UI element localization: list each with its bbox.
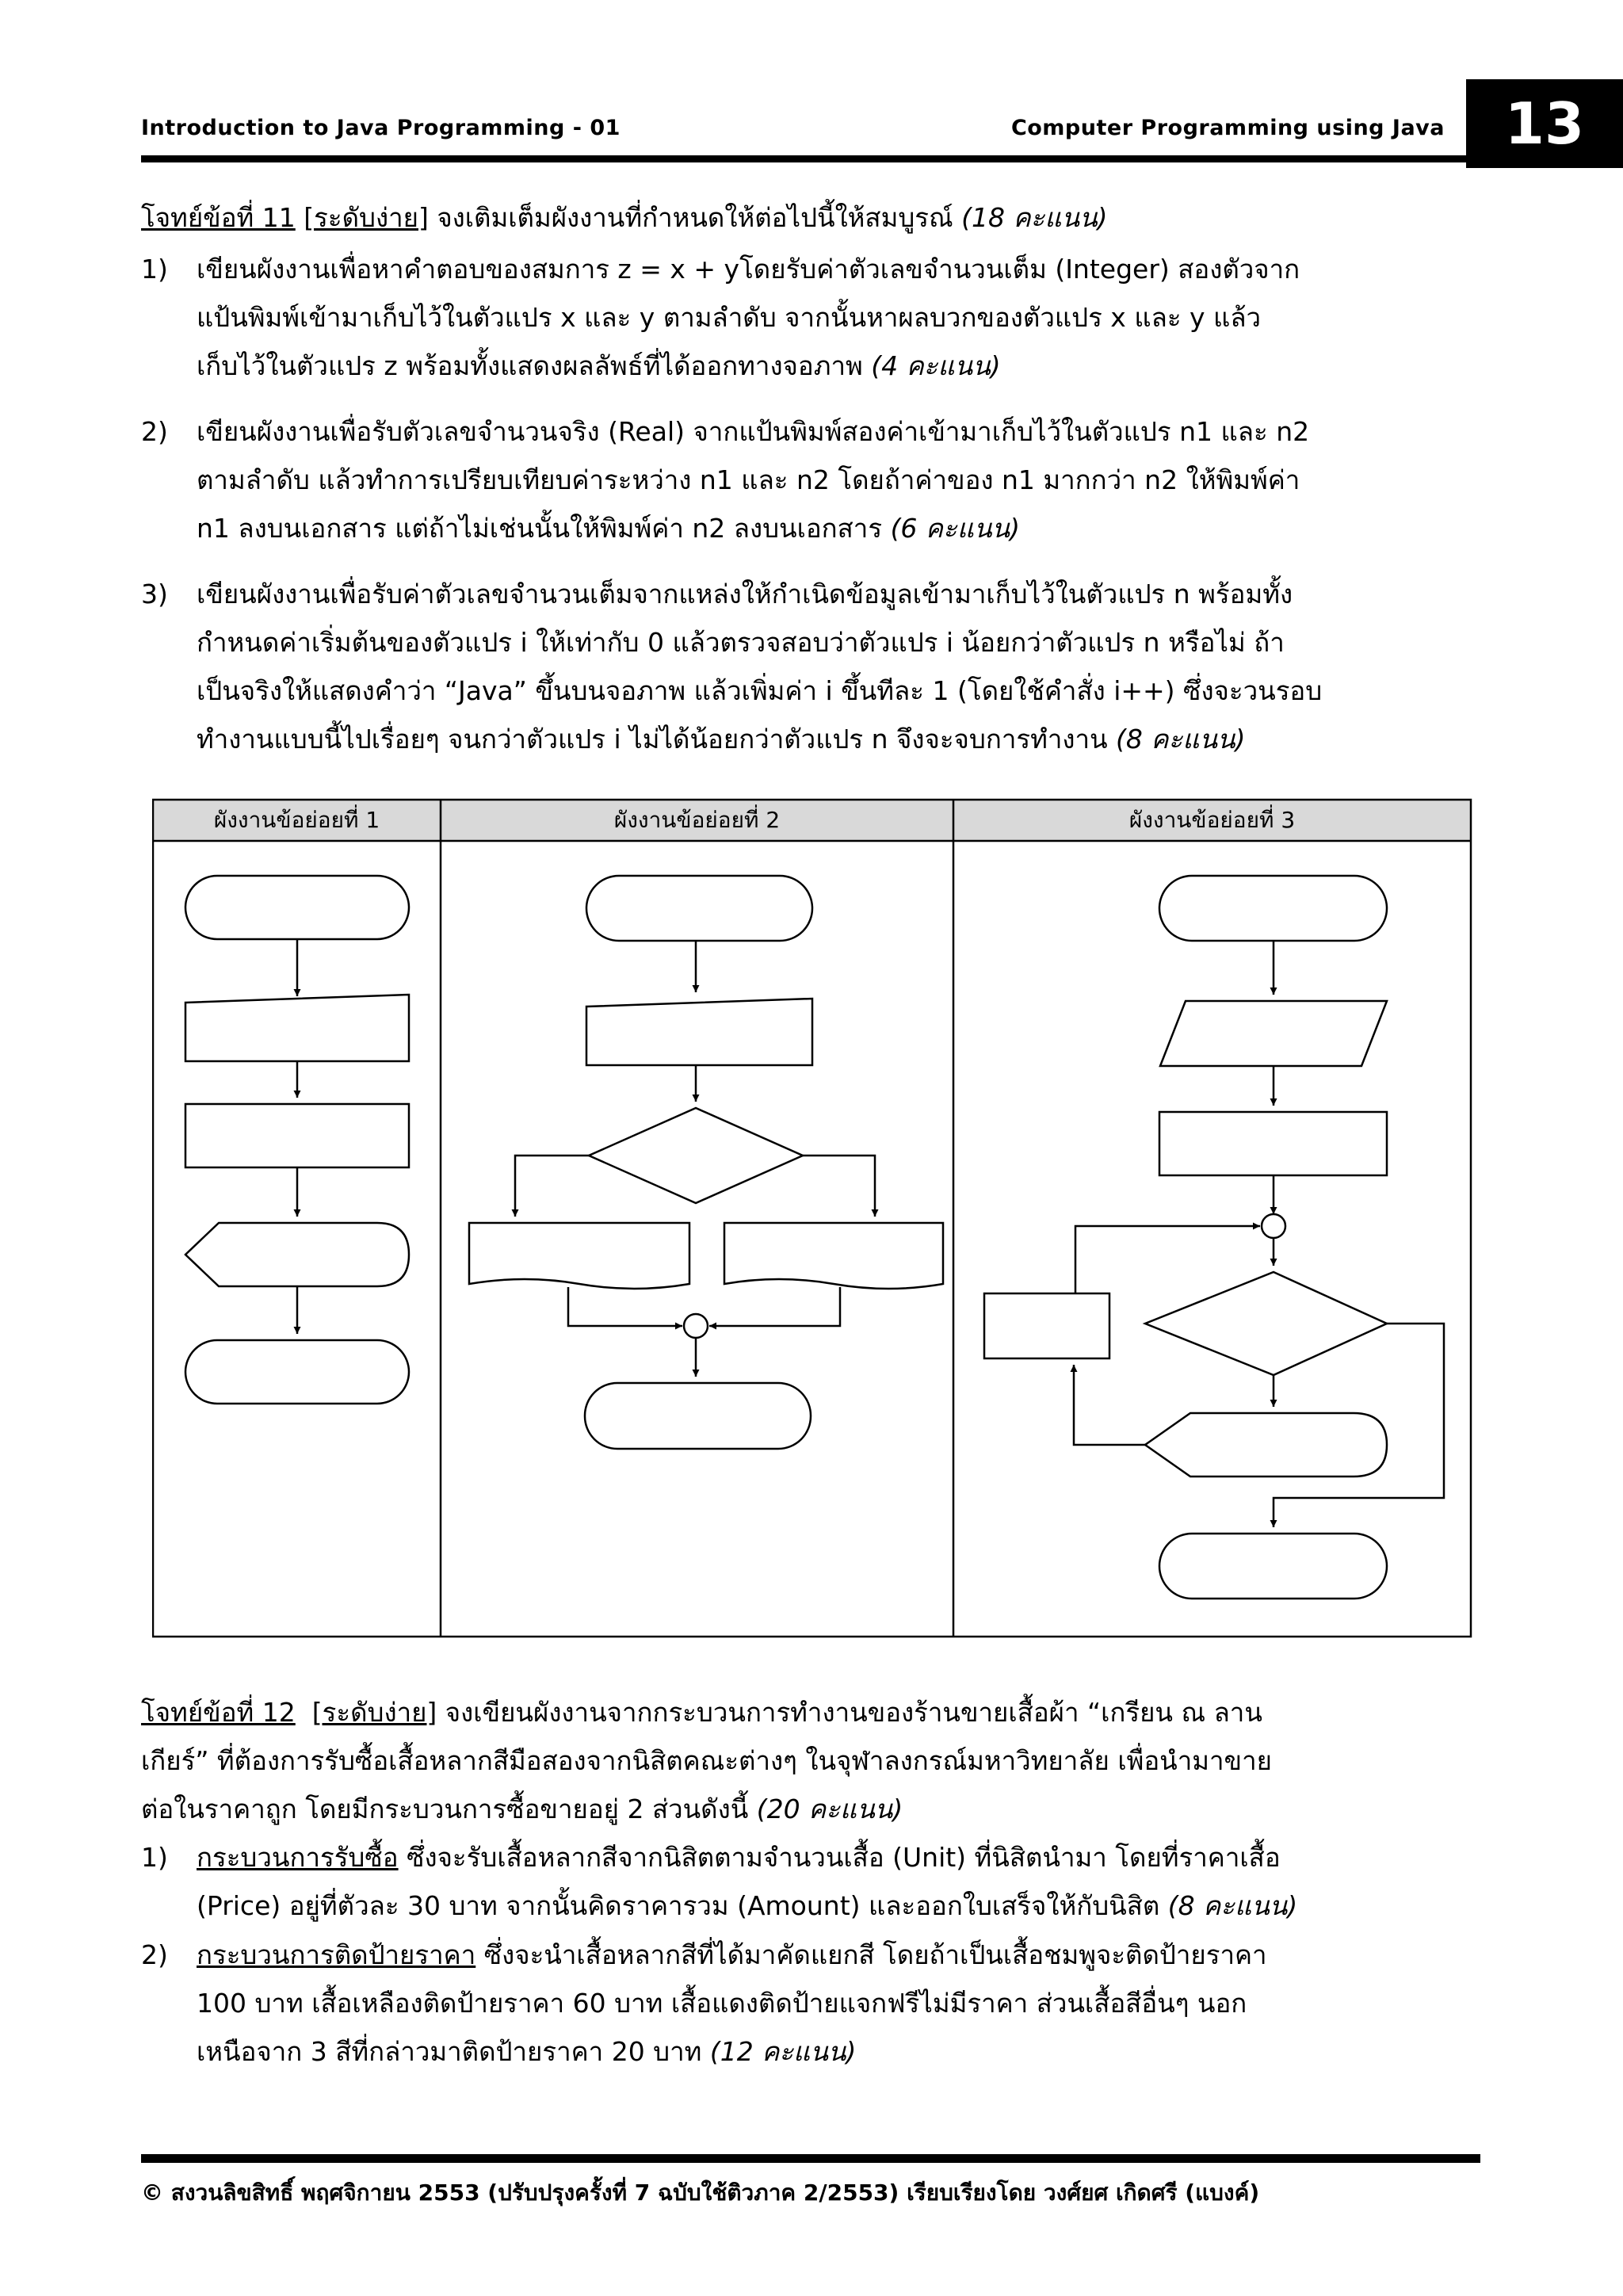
item-line: (Price) อยู่ที่ตัวละ 30 บาท จากนั้นคิดราคารวม (Amount) และออกใบเสร็จให้กับนิสิต bbox=[197, 1890, 1168, 1921]
q11-text: จงเติมเต็มผังงานที่กำหนดให้ต่อไปนี้ให้สมบูรณ์ bbox=[428, 202, 962, 233]
header-rule bbox=[141, 155, 1472, 162]
flowchart-header-2: ผังงานข้อย่อยที่ 2 bbox=[613, 807, 781, 833]
item-title: กระบวนการรับซื้อ bbox=[197, 1842, 399, 1873]
item-number: 2) bbox=[141, 416, 168, 447]
fc2-branch-left bbox=[515, 1156, 589, 1217]
fc3-loop-return bbox=[1075, 1226, 1260, 1293]
item-points: (4 คะแนน) bbox=[871, 350, 1001, 381]
fc3-display bbox=[1145, 1413, 1387, 1477]
header-right-title: Computer Programming using Java bbox=[1010, 116, 1445, 140]
fc3-loop-back bbox=[1074, 1365, 1145, 1445]
fc2-merge-left bbox=[568, 1287, 682, 1326]
fc1-process-box bbox=[185, 1104, 409, 1167]
fc1-end-terminator bbox=[185, 1340, 409, 1404]
item-line: แป้นพิมพ์เข้ามาเก็บไว้ในตัวแปร x และ y ตามลำดับ จากนั้นหาผลบวกของตัวแปร x และ y แล้ว bbox=[197, 302, 1262, 333]
footer-rule bbox=[141, 2154, 1480, 2163]
fc2-branch-right bbox=[803, 1156, 875, 1217]
q12-heading bbox=[141, 1688, 1472, 1833]
item-number: 2) bbox=[141, 1939, 168, 1970]
item-line: กำหนดค่าเริ่มต้นของตัวแปร i ให้เท่ากับ 0 แล้วตรวจสอบว่าตัวแปร i น้อยกว่าตัวแปร n หรือไม่ ถ้า bbox=[197, 627, 1285, 658]
footer-copyright: © สงวนลิขสิทธิ์ พฤศจิกายน 2553 (ปรับปรุงครั้งที่ 7 ฉบับใช้ติวภาค 2/2553) เรียบเรียงโดย วงศ์ยศ เกิดศรี (แบงค์) bbox=[141, 2179, 1260, 2206]
item-line: เก็บไว้ในตัวแปร z พร้อมทั้งแสดงผลลัพธ์ที่ได้ออกทางจอภาพ bbox=[197, 350, 872, 381]
fc2-start-terminator bbox=[586, 876, 812, 941]
q12-label: โจทย์ข้อที่ 12 bbox=[141, 1697, 296, 1728]
item-points: (6 คะแนน) bbox=[890, 513, 1020, 544]
fc3-process-box bbox=[1159, 1112, 1387, 1175]
q11-points: (18 คะแนน) bbox=[961, 202, 1108, 233]
flowchart-table bbox=[152, 798, 1472, 1638]
q11-heading bbox=[141, 193, 1472, 242]
item-line: เป็นจริงให้แสดงคำว่า “Java” ขึ้นบนจอภาพ แล้วเพิ่มค่า i ขึ้นทีละ 1 (โดยใช้คำสั่ง i++) ซึ่งจะวนรอบ bbox=[197, 675, 1323, 706]
fc1-display bbox=[185, 1223, 409, 1286]
q11-item-1 bbox=[141, 245, 1480, 390]
item-line: ทำงานแบบนี้ไปเรื่อยๆ จนกว่าตัวแปร i ไม่ได้น้อยกว่าตัวแปร n จึงจะจบการทำงาน bbox=[197, 724, 1117, 755]
fc1-start-terminator bbox=[185, 876, 409, 939]
item-number: 3) bbox=[141, 579, 168, 609]
q11-item-3 bbox=[141, 570, 1480, 763]
fc2-end-terminator bbox=[585, 1383, 811, 1449]
q12-item-1 bbox=[141, 1833, 1480, 1930]
fc2-connector bbox=[684, 1314, 708, 1338]
item-line: n1 ลงบนเอกสาร แต่ถ้าไม่เช่นนั้นให้พิมพ์ค่า n2 ลงบนเอกสาร bbox=[197, 513, 891, 544]
fc2-merge-right bbox=[709, 1287, 840, 1326]
item-line: ตามลำดับ แล้วทำการเปรียบเทียบค่าระหว่าง n1 และ n2 โดยถ้าค่าของ n1 มากกว่า n2 ให้พิมพ์ค่า bbox=[197, 464, 1300, 495]
item-title: กระบวนการติดป้ายราคา bbox=[197, 1939, 476, 1970]
item-line: 100 บาท เสื้อเหลืองติดป้ายราคา 60 บาท เสื้อแดงติดป้ายแจกฟรีไม่มีราคา ส่วนเสื้อสีอื่นๆ นอก bbox=[197, 1988, 1247, 2019]
item-line: เขียนผังงานเพื่อรับตัวเลขจำนวนจริง (Real) จากแป้นพิมพ์สองค่าเข้ามาเก็บไว้ในตัวแปร n1 และ n2 bbox=[197, 416, 1310, 447]
fc2-decision bbox=[589, 1108, 803, 1203]
fc3-connector bbox=[1262, 1214, 1285, 1238]
q12-line: เกียร์” ที่ต้องการรับซื้อเสื้อหลากสีมือสองจากนิสิตคณะต่างๆ ในจุฬาลงกรณ์มหาวิทยาลัย เพื่อนำมาขาย bbox=[141, 1745, 1272, 1776]
fc2-document-right bbox=[724, 1223, 943, 1289]
fc2-manual-input bbox=[586, 999, 812, 1065]
flowchart-header-3: ผังงานข้อย่อยที่ 3 bbox=[1128, 807, 1296, 833]
q12-level: [ระดับง่าย] bbox=[311, 1697, 437, 1728]
item-number: 1) bbox=[141, 1842, 168, 1873]
item-line: ซึ่งจะนำเสื้อหลากสีที่ได้มาคัดแยกสี โดยถ้าเป็นเสื้อชมพูจะติดป้ายราคา bbox=[475, 1939, 1267, 1970]
q12-item-2 bbox=[141, 1931, 1480, 2076]
q12-line: ต่อในราคาถูก โดยมีกระบวนการซื้อขายอยู่ 2 ส่วนดังนี้ bbox=[141, 1794, 757, 1824]
item-line: เหนือจาก 3 สีที่กล่าวมาติดป้ายราคา 20 บาท bbox=[197, 2036, 710, 2067]
item-line: เขียนผังงานเพื่อรับค่าตัวเลขจำนวนเต็มจากแหล่งให้กำเนิดข้อมูลเข้ามาเก็บไว้ในตัวแปร n พร้อมทั้ง bbox=[197, 579, 1293, 609]
item-line: ซึ่งจะรับเสื้อหลากสีจากนิสิตตามจำนวนเสื้อ (Unit) ที่นิสิตนำมา โดยที่ราคาเสื้อ bbox=[398, 1842, 1281, 1873]
item-points: (8 คะแนน) bbox=[1167, 1890, 1298, 1921]
flowchart-header-1: ผังงานข้อย่อยที่ 1 bbox=[213, 807, 380, 833]
header-left-title: Introduction to Java Programming - 01 bbox=[141, 116, 621, 140]
q11-label: โจทย์ข้อที่ 11 bbox=[141, 202, 296, 233]
fc3-end-terminator bbox=[1159, 1534, 1387, 1599]
q12-points: (20 คะแนน) bbox=[756, 1794, 903, 1824]
item-number: 1) bbox=[141, 254, 168, 285]
q12-line: จงเขียนผังงานจากกระบวนการทำงานของร้านขายเสื้อผ้า “เกรียน ณ ลาน bbox=[437, 1697, 1262, 1728]
fc3-increment-box bbox=[984, 1293, 1109, 1358]
fc3-decision bbox=[1145, 1272, 1387, 1375]
page-number: 13 bbox=[1466, 79, 1623, 168]
item-points: (12 คะแนน) bbox=[709, 2036, 857, 2067]
fc3-start-terminator bbox=[1159, 876, 1387, 941]
q11-item-2 bbox=[141, 407, 1480, 552]
item-line: เขียนผังงานเพื่อหาคำตอบของสมการ z = x + yโดยรับค่าตัวเลขจำนวนเต็ม (Integer) สองตัวจาก bbox=[197, 254, 1300, 285]
fc1-manual-input bbox=[185, 995, 409, 1061]
item-points: (8 คะแนน) bbox=[1116, 724, 1246, 755]
fc3-input-parallelogram bbox=[1160, 1001, 1387, 1066]
fc2-document-left bbox=[469, 1223, 689, 1289]
q11-level: [ระดับง่าย] bbox=[304, 202, 429, 233]
